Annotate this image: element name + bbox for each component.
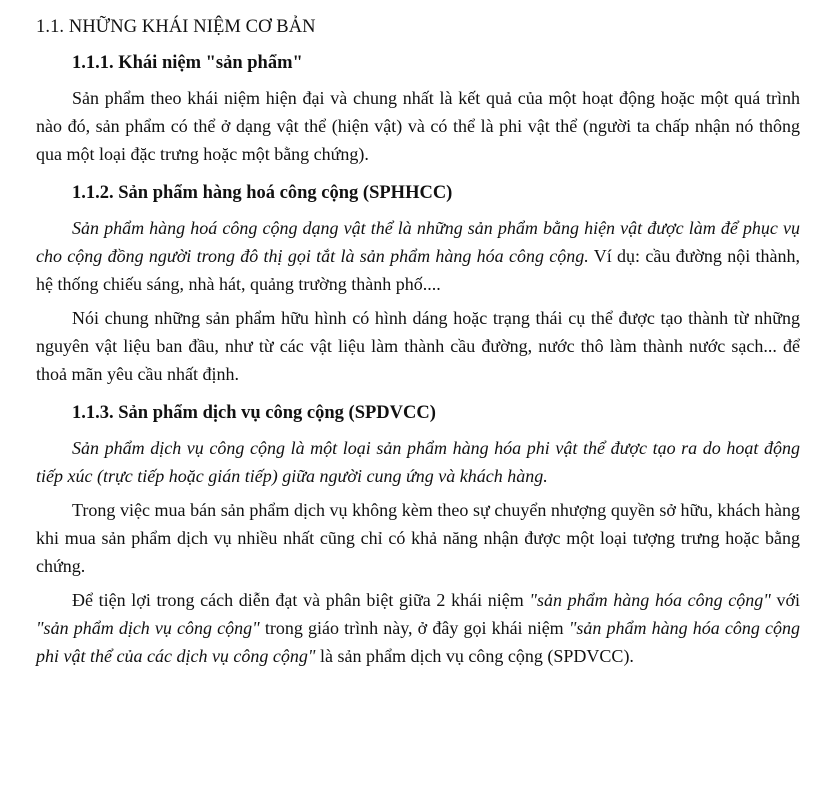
paragraph-tangible-products: Nói chung những sản phẩm hữu hình có hình dáng hoặc trạng thái cụ thể được tạo thành từ những nguyên vật liệu ban đầu, như từ các vật liệu làm thành cầu đường, nước thô làm thành nước sạch... để thoả mãn yêu cầu nhất định. [36, 308, 800, 384]
subsection-title-1-1-3: 1.1.3. Sản phẩm dịch vụ công cộng (SPDVCC) [72, 403, 436, 423]
paragraph-spdvcc-definition [36, 434, 800, 490]
terminology-italic-b: "sản phẩm hàng hóa công cộng" [529, 590, 771, 610]
terminology-text-e: trong giáo trình này, ở đây gọi khái niệm [259, 618, 569, 638]
paragraph-examples: Ví dụ: cầu đường nội thành, hệ thống chiếu sáng, nhà hát, quảng trường thành phố.... [36, 246, 800, 294]
terminology-text-c: với [770, 590, 800, 610]
terminology-text-g: là sản phẩm dịch vụ công cộng (SPDVCC). [315, 646, 634, 666]
paragraph-terminology [36, 586, 800, 670]
section-title: 1.1. NHỮNG KHÁI NIỆM CƠ BẢN [36, 17, 316, 37]
italic-definition-spdvcc: Sản phẩm dịch vụ công cộng là một loại sản phẩm hàng hóa phi vật thể được tạo ra do hoạt động tiếp xúc (trực tiếp hoặc gián tiếp) giữa người cung ứng và khách hàng. [36, 438, 800, 486]
paragraph-sphhcc-definition [36, 214, 800, 298]
paragraph-ownership: Trong việc mua bán sản phẩm dịch vụ không kèm theo sự chuyển nhượng quyền sở hữu, khách hàng khi mua sản phẩm dịch vụ nhiều nhất cũng chỉ có khả năng nhận được một loại tượng trưng hoặc bằng chứng. [36, 500, 800, 576]
terminology-italic-d: "sản phẩm dịch vụ công cộng" [36, 618, 260, 638]
terminology-text-a: Để tiện lợi trong cách diễn đạt và phân biệt giữa 2 khái niệm [72, 590, 530, 610]
terminology-italic-f: "sản phẩm hàng hóa công cộng phi vật thể của các dịch vụ công cộng" [36, 618, 800, 666]
subsection-title-1-1-1: 1.1.1. Khái niệm "sản phẩm" [72, 53, 303, 73]
subsection-title-1-1-2: 1.1.2. Sản phẩm hàng hoá công cộng (SPHHCC) [72, 183, 453, 203]
italic-definition-sphhcc: Sản phẩm hàng hoá công cộng dạng vật thể là những sản phẩm bằng hiện vật được làm để phục vụ cho cộng đồng người trong đô thị gọi tắt là sản phẩm hàng hóa công cộng. [36, 218, 800, 266]
paragraph-product-definition: Sản phẩm theo khái niệm hiện đại và chung nhất là kết quả của một hoạt động hoặc một quá trình nào đó, sản phẩm có thể ở dạng vật thể (hiện vật) và có thể là phi vật thể (người ta chấp nhận nó thông qua một loại đặc trưng hoặc một bằng chứng). [36, 88, 800, 164]
